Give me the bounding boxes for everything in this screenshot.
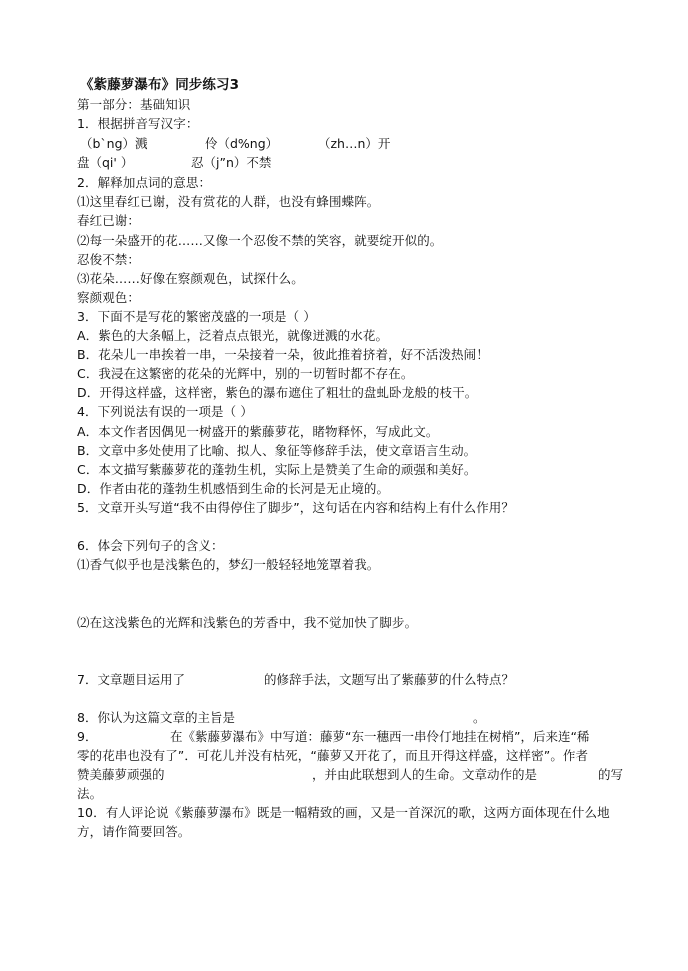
q7-text-a: 7．文章题目运用了: [77, 672, 185, 687]
document-title: 《紫藤萝瀑布》同步练习3: [80, 77, 240, 93]
q4-option-a: A．本文作者因偶见一树盛开的紫藤萝花，睹物释怀，写成此文。: [77, 424, 439, 439]
q8-text-b: 。: [473, 710, 486, 725]
q1-pinyin-b: 伶（d%ng）: [205, 136, 279, 151]
q7-text-b: 的修辞手法，文题写出了紫藤萝的什么特点？: [264, 672, 515, 687]
q9-line-3c: 的写: [598, 767, 624, 782]
q1-label: 1．根据拼音写汉字：: [77, 116, 199, 131]
q4-option-c: C．本文描写紫藤萝花的蓬勃生机，实际上是赞美了生命的顽强和美好。: [77, 462, 477, 477]
part-heading: 第一部分：基础知识: [77, 97, 191, 112]
q10-line-2: 方，请作简要回答。: [77, 824, 191, 839]
q4-option-b: B．文章中多处使用了比喻、拟人、象征等修辞手法，使文章语言生动。: [77, 443, 477, 458]
q1-pinyin-d: 盘（qi' ）: [77, 155, 134, 170]
q5-question: 5．文章开头写道“我不由得停住了脚步”，这句话在内容和结构上有什么作用？: [77, 500, 515, 515]
q4-stem: 4．下列说法有误的一项是（ ）: [77, 404, 253, 419]
q3-option-a: A．紫色的大条幅上，泛着点点银光，就像迸溅的水花。: [77, 328, 389, 343]
q9-line-3b: ，并由此联想到人的生命。文章动作的是: [312, 767, 538, 782]
q2-sentence-1: ⑴这里春红已谢，没有赏花的人群，也没有蜂围蝶阵。: [77, 194, 380, 209]
q9-line-1: 在《紫藤萝瀑布》中写道：藤萝“东一穗西一串伶仃地挂在树梢”，后来连“稀: [170, 729, 590, 744]
q9-line-3a: 赞美藤萝顽强的: [77, 767, 165, 782]
q3-option-d: D．开得这样盛，这样密，紫色的瀑布遮住了粗壮的盘虬卧龙般的枝干。: [77, 385, 478, 400]
q6-sentence-1: ⑴香气似乎也是浅紫色的，梦幻一般轻轻地笼罩着我。: [77, 557, 380, 572]
q2-word-1: 春红已谢：: [77, 213, 141, 228]
q2-sentence-3: ⑶花朵……好像在察颜观色，试探什么。: [77, 271, 304, 286]
q10-line-1: 10．有人评论说《紫藤萝瀑布》既是一幅精致的画，又是一首深沉的歌，这两方面体现在什么地: [77, 805, 610, 820]
q2-word-2: 忍俊不禁：: [77, 252, 141, 267]
q3-option-b: B．花朵儿一串挨着一串，一朵接着一朵，彼此推着挤着，好不活泼热闹！: [77, 347, 489, 362]
q3-option-c: C．我浸在这繁密的花朵的光辉中，别的一切暂时都不存在。: [77, 366, 414, 381]
q8-text-a: 8．你认为这篇文章的主旨是: [77, 710, 235, 725]
q9-line-2: 零的花串也没有了”．可花儿并没有枯死，“藤萝又开花了，而且开得这样盛，这样密”。作者: [77, 748, 589, 763]
q1-pinyin-a: （b`ng）溅: [80, 136, 148, 151]
q1-pinyin-c: （zh…n）开: [318, 136, 391, 151]
q3-stem: 3．下面不是写花的繁密茂盛的一项是（ ）: [77, 309, 316, 324]
q4-option-d: D．作者由花的蓬勃生机感悟到生命的长河是无止境的。: [77, 481, 390, 496]
q6-label: 6．体会下列句子的含义：: [77, 538, 224, 553]
q1-pinyin-e: 忍（j”n）不禁: [191, 155, 272, 170]
q9-line-4: 法。: [77, 786, 103, 801]
q6-sentence-2: ⑵在这浅紫色的光辉和浅紫色的芳香中，我不觉加快了脚步。: [77, 615, 418, 630]
q2-word-3: 察颜观色：: [77, 290, 141, 305]
q2-label: 2．解释加点词的意思：: [77, 175, 212, 190]
q9-number: 9．: [77, 729, 98, 744]
q2-sentence-2: ⑵每一朵盛开的花……又像一个忍俊不禁的笑容，就要绽开似的。: [77, 233, 443, 248]
